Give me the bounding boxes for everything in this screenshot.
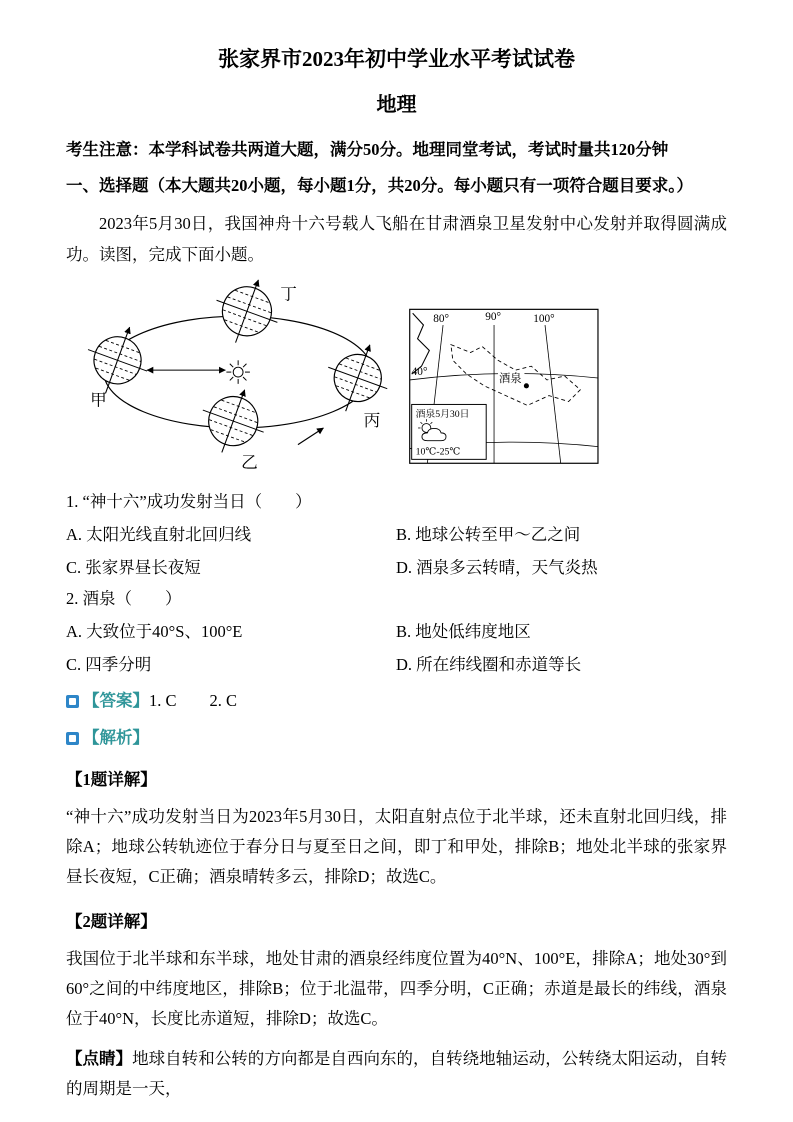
lon-label-90: 90° bbox=[485, 311, 502, 324]
subject-title: 地理 bbox=[376, 94, 417, 116]
candidate-notice: 考生注意：本学科试卷共两道大题，满分50分。地理同堂考试，考试时量共120分钟 bbox=[66, 140, 669, 159]
question-1-options-ab bbox=[66, 524, 727, 546]
earth-globe-yi bbox=[191, 379, 275, 464]
q2-option-a: A. 大致位于40°S、100°E bbox=[66, 622, 243, 641]
china-map-diagram bbox=[410, 309, 598, 463]
question-2-options-cd bbox=[66, 654, 727, 676]
orbit-label-jia: 甲 bbox=[90, 390, 107, 410]
page-title: 张家界市2023年初中学业水平考试试卷 bbox=[218, 47, 575, 71]
detail-1-text: “神十六”成功发射当日为2023年5月30日，太阳直射点位于北半球，还未直射北回归线，排除A；地球公转轨迹位于春分日与夏至日之间，即丁和甲处，排除B；地处北半球的张家界昼长夜短，C正确；酒泉晴转多云，排除D；故选C。 bbox=[66, 807, 727, 886]
brand-icon bbox=[66, 695, 79, 708]
lat-label-40: 40° bbox=[411, 366, 428, 379]
orbit-and-map-figure bbox=[78, 276, 613, 477]
revolution-direction-arrow bbox=[298, 428, 323, 445]
earth-globe-ding bbox=[205, 276, 289, 354]
orbit-label-yi: 乙 bbox=[241, 453, 258, 473]
jiuquan-dot bbox=[524, 383, 529, 388]
intro-paragraph: 2023年5月30日，我国神舟十六号载人飞船在甘肃酒泉卫星发射中心发射并取得圆满成功。读图，完成下面小题。 bbox=[66, 214, 727, 264]
q1-option-a: A. 太阳光线直射北回归线 bbox=[66, 525, 252, 544]
inset-title: 酒泉5月30日 bbox=[415, 409, 470, 421]
q2-option-c: C. 四季分明 bbox=[66, 655, 152, 674]
q1-option-b: B. 地球公转至甲～乙之间 bbox=[396, 525, 581, 544]
orbit-label-ding: 丁 bbox=[280, 284, 297, 304]
answer-text: 1. C 2. C bbox=[149, 691, 238, 710]
question-1-options-cd bbox=[66, 557, 727, 579]
figure-diagrams bbox=[78, 276, 727, 482]
q1-option-c: C. 张家界昼长夜短 bbox=[66, 558, 201, 577]
q1-option-d: D. 酒泉多云转晴，天气炎热 bbox=[396, 558, 598, 577]
detail-2-label: 【2题详解】 bbox=[66, 912, 157, 931]
answer-row bbox=[66, 689, 727, 713]
detail-1-label: 【1题详解】 bbox=[66, 770, 157, 789]
detail-2-text: 我国位于北半球和东半球，地处甘肃的酒泉经纬度位置为40°N、100°E，排除A；地处30°到60°之间的中纬度地区，排除B；位于北温带，四季分明，C正确；赤道是最长的纬线，酒泉位于40°N，长度比赤道短，排除D；故选C。 bbox=[66, 949, 727, 1028]
inset-temp: 10℃-25℃ bbox=[415, 446, 461, 458]
lon-label-100: 100° bbox=[533, 313, 555, 326]
q2-option-d: D. 所在纬线圈和赤道等长 bbox=[396, 655, 582, 674]
tip-text: 地球自转和公转的方向都是自西向东的，自转绕地轴运动，公转绕太阳运动，自转的周期是一天， bbox=[66, 1049, 728, 1098]
question-1-stem: 1. “神十六”成功发射当日（ ） bbox=[66, 492, 312, 511]
weather-inset bbox=[412, 404, 487, 459]
revolution-orbit-diagram bbox=[78, 276, 399, 472]
tip-paragraph bbox=[66, 1044, 727, 1104]
tip-label: 【点睛】 bbox=[66, 1049, 133, 1068]
question-2-stem: 2. 酒泉（ ） bbox=[66, 589, 182, 608]
brand-icon bbox=[66, 732, 79, 745]
analysis-label: 【解析】 bbox=[83, 728, 149, 747]
city-label: 酒泉 bbox=[498, 372, 522, 385]
orbit-label-bing: 丙 bbox=[363, 411, 381, 431]
question-2-options-ab bbox=[66, 621, 727, 643]
q2-option-b: B. 地处低纬度地区 bbox=[396, 622, 531, 641]
section-heading: 一、选择题（本大题共20小题，每小题1分，共20分。每小题只有一项符合题目要求。） bbox=[66, 176, 693, 195]
answer-label: 【答案】 bbox=[83, 691, 149, 710]
analysis-row bbox=[66, 726, 727, 750]
sun-icon bbox=[226, 360, 250, 384]
lon-label-80: 80° bbox=[433, 313, 450, 326]
